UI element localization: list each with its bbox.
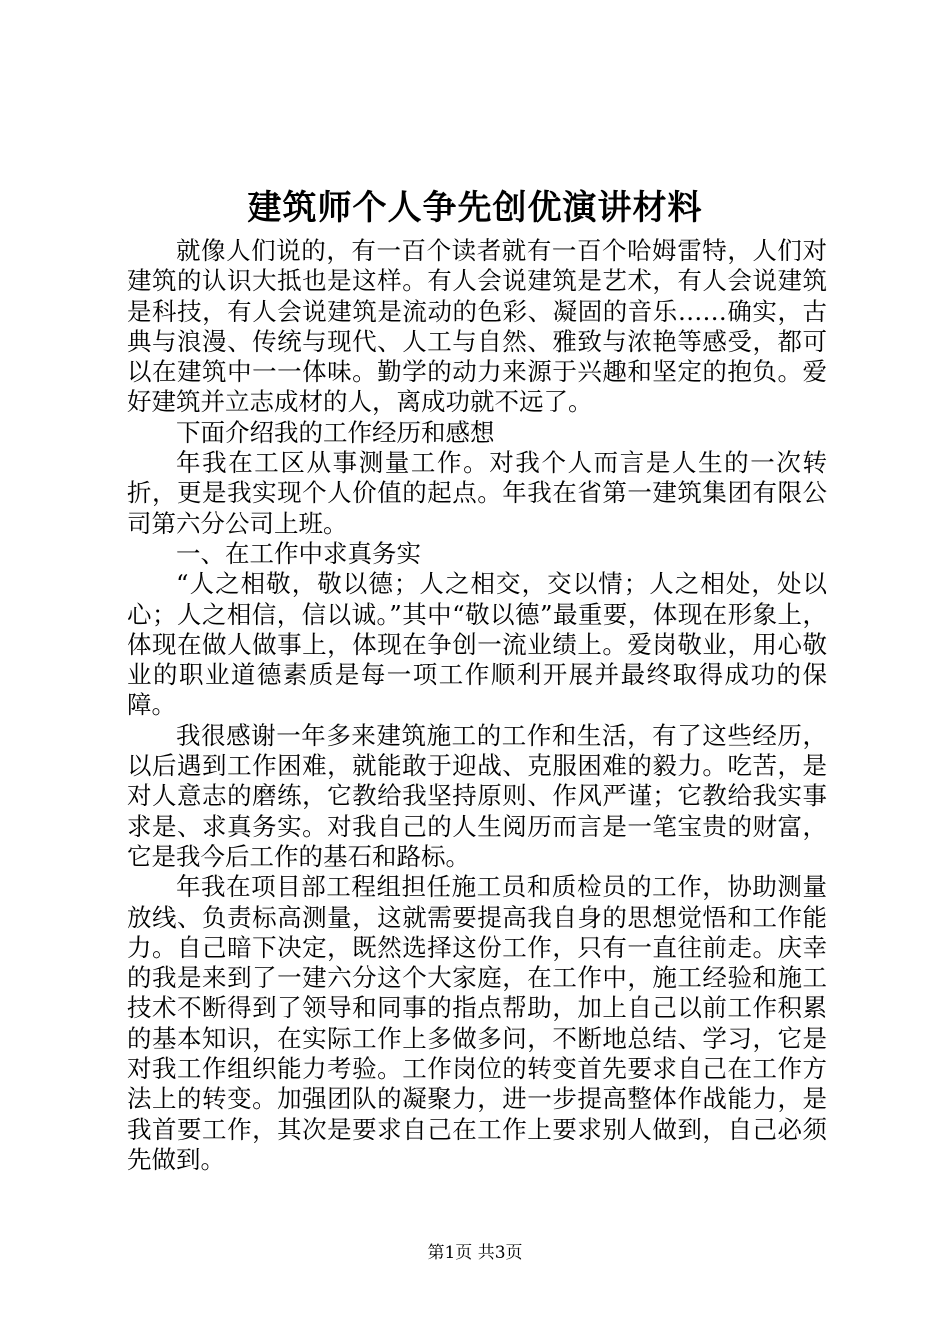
paragraph-gratitude: 我很感谢一年多来建筑施工的工作和生活，有了这些经历，以后遇到工作困难，就能敢于迎战、克服困难的毅力。吃苦，是对人意志的磨练，它教给我坚持原则、作风严谨；它教给我实事求是、求真务实。对我自己的人生阅历而言是一笔宝贵的财富，它是我今后工作的基石和路标。 (127, 720, 827, 871)
document-title: 建筑师个人争先创优演讲材料 (247, 188, 703, 228)
paragraph-intro: 就像人们说的，有一百个读者就有一百个哈姆雷特，人们对建筑的认识大抵也是这样。有人会说建筑是艺术，有人会说建筑是科技，有人会说建筑是流动的色彩、凝固的音乐……确实，古典与浪漫、传统与现代、人工与自然、雅致与浓艳等感受，都可以在建筑中一一体味。勤学的动力来源于兴趣和坚定的抱负。爱好建筑并立志成材的人，离成功就不远了。 (127, 236, 827, 417)
paragraph-quote: “人之相敬，敬以德；人之相交，交以情；人之相处，处以心；人之相信，信以诚。”其中“敬以德”最重要，体现在形象上，体现在做人做事上，体现在争创一流业绩上。爱岗敬业，用心敬业的职业道德素质是每一项工作顺利开展并最终取得成功的保障。 (127, 569, 827, 720)
page-footer: 第1页 共3页 (427, 1243, 523, 1263)
paragraph-project-work: 年我在项目部工程组担任施工员和质检员的工作，协助测量放线、负责标高测量，这就需要提高我自身的思想觉悟和工作能力。自己暗下决定，既然选择这份工作，只有一直往前走。庆幸的我是来到了一建六分这个大家庭，在工作中，施工经验和施工技术不断得到了领导和同事的指点帮助，加上自己以前工作积累的基本知识，在实际工作上多做多问，不断地总结、学习，它是对我工作组织能力考验。工作岗位的转变首先要求自己在工作方法上的转变。加强团队的凝聚力，进一步提高整体作战能力，是我首要工作，其次是要求自己在工作上要求别人做到，自己必须先做到。 (127, 872, 827, 1174)
paragraph-experience-heading: 下面介绍我的工作经历和感想 (176, 417, 495, 447)
paragraph-work-start: 年我在工区从事测量工作。对我个人而言是人生的一次转折，更是我实现个人价值的起点。年我在省第一建筑集团有限公司第六分公司上班。 (127, 448, 827, 538)
section-heading-1: 一、在工作中求真务实 (176, 538, 421, 568)
document-body (127, 236, 827, 1175)
